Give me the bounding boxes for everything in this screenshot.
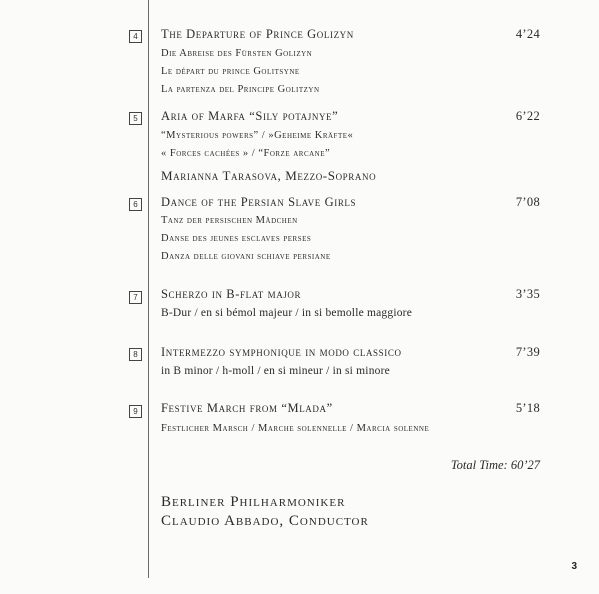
track-time: 3’35 [515,287,540,301]
total-time: Total Time: 60’27 [450,458,540,472]
track-number-box: 5 [129,112,142,125]
track-number-box: 4 [129,30,142,43]
track-number-box: 7 [129,291,142,304]
track-time: 6’22 [515,109,540,123]
track-title: Dance of the Persian Slave Girls [161,195,357,209]
track-time: 7’08 [515,195,540,209]
track-title: Scherzo in B-flat major [161,287,302,301]
track-subtitle: « Forces cachées » / “Forze arcane” [161,148,331,159]
track-number-box: 6 [129,198,142,211]
track-number-box: 8 [129,348,142,361]
track-subtitle: Le départ du prince Golitsyne [161,66,300,77]
vertical-rule [148,0,149,578]
track-subtitle: “Mysterious powers” / »Geheime Kräfte« [161,130,354,141]
track-number-box: 9 [129,405,142,418]
track-subtitle: La partenza del Principe Golitzyn [161,84,320,95]
track-subtitle: Die Abreise des Fürsten Golizyn [161,48,313,59]
conductor-credit: Claudio Abbado, Conductor [161,513,369,529]
track-time: 4’24 [515,27,540,41]
orchestra-credit: Berliner Philharmoniker [161,494,346,510]
track-subtitle: Danza delle giovani schiave persiane [161,251,331,262]
track-subtitle: Danse des jeunes esclaves perses [161,233,312,244]
track-title: Festive March from “Mlada” [161,401,333,415]
track-time: 5’18 [515,401,540,415]
track-title: Intermezzo symphonique in modo classico [161,345,402,359]
track-title: The Departure of Prince Golizyn [161,27,354,41]
track-key: B-Dur / en si bémol majeur / in si bemolle maggiore [161,307,413,319]
track-subtitle: Festlicher Marsch / Marche solennelle / Marcia solenne [161,423,430,434]
page-number: 3 [571,561,577,572]
track-time: 7’39 [515,345,540,359]
track-performer: Marianna Tarasova, Mezzo-Soprano [161,168,377,183]
track-title: Aria of Marfa “Sily potajnye” [161,109,339,123]
track-key: in B minor / h-moll / en si mineur / in si minore [161,365,390,377]
track-subtitle: Tanz der persischen Mädchen [161,215,298,226]
